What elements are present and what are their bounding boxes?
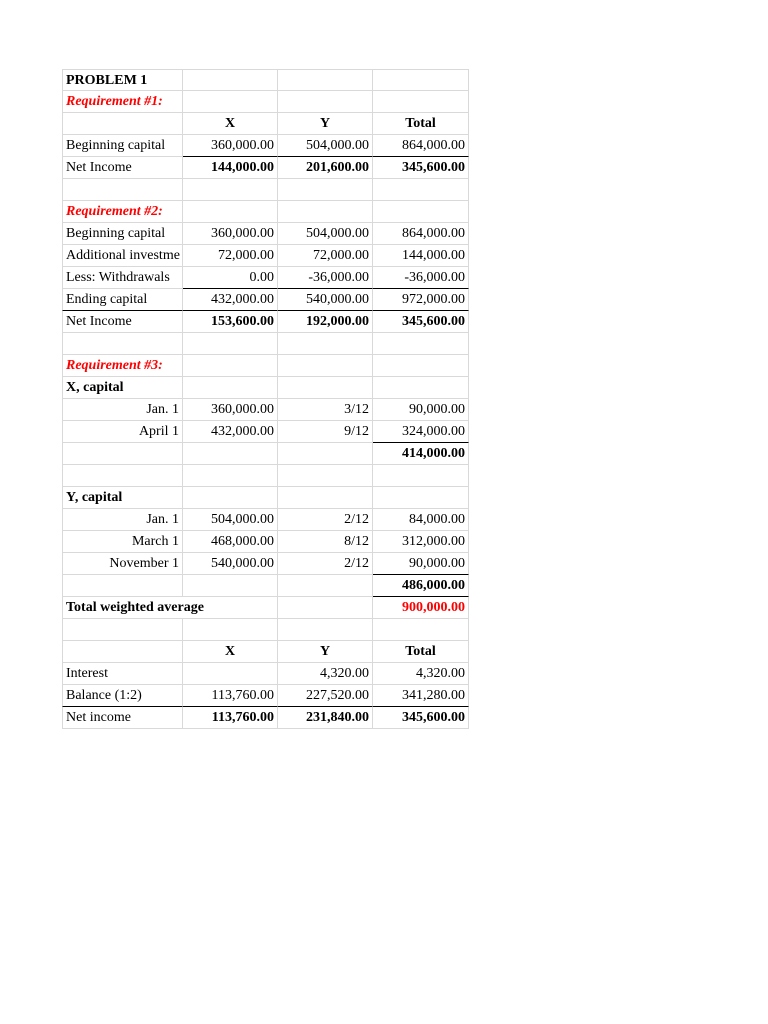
- table-row: Beginning capital 360,000.00 504,000.00 864,000.00: [62, 135, 469, 157]
- title-row: [62, 69, 469, 91]
- alloc-header-x[interactable]: X: [183, 641, 278, 663]
- y-capital-label[interactable]: Y, capital: [62, 487, 183, 509]
- header-total[interactable]: Total: [373, 113, 469, 135]
- table-row: Balance (1:2) 113,760.00 227,520.00 341,280.00: [62, 685, 469, 707]
- table-row: Beginning capital 360,000.00 504,000.00 864,000.00: [62, 223, 469, 245]
- total-weighted-row: [62, 597, 469, 619]
- alloc-header-total[interactable]: Total: [373, 641, 469, 663]
- req3-heading-row: [62, 355, 469, 377]
- y-capital-total-row: [62, 575, 469, 597]
- total-weighted-value[interactable]: 900,000.00: [373, 597, 469, 619]
- allocation-header-row: [62, 641, 469, 663]
- req2-heading-row: [62, 201, 469, 223]
- table-row: Additional investme 72,000.00 72,000.00 144,000.00: [62, 245, 469, 267]
- header-y[interactable]: Y: [278, 113, 373, 135]
- y-capital-total[interactable]: 486,000.00: [373, 575, 469, 597]
- x-capital-total-row: [62, 443, 469, 465]
- table-row: November 1 540,000.00 2/12 90,000.00: [62, 553, 469, 575]
- req1-heading-row: [62, 91, 469, 113]
- blank-row: [62, 179, 469, 201]
- table-row: Interest 4,320.00 4,320.00: [62, 663, 469, 685]
- table-row: Ending capital 432,000.00 540,000.00 972,000.00: [62, 289, 469, 311]
- blank-row: [62, 333, 469, 355]
- table-row: Net Income 153,600.00 192,000.00 345,600.00: [62, 311, 469, 333]
- x-capital-row: [62, 377, 469, 399]
- problem-title[interactable]: PROBLEM 1: [62, 69, 183, 91]
- table-row: March 1 468,000.00 8/12 312,000.00: [62, 531, 469, 553]
- total-weighted-label[interactable]: Total weighted average: [62, 597, 278, 619]
- blank-row: [62, 619, 469, 641]
- y-capital-row: [62, 487, 469, 509]
- req1-heading[interactable]: Requirement #1:: [62, 91, 183, 113]
- alloc-header-y[interactable]: Y: [278, 641, 373, 663]
- req3-heading[interactable]: Requirement #3:: [62, 355, 183, 377]
- table-row: Jan. 1 360,000.00 3/12 90,000.00: [62, 399, 469, 421]
- spreadsheet: [62, 69, 469, 729]
- table-row: Net income 113,760.00 231,840.00 345,600.00: [62, 707, 469, 729]
- table-row: April 1 432,000.00 9/12 324,000.00: [62, 421, 469, 443]
- blank-row: [62, 465, 469, 487]
- req2-heading[interactable]: Requirement #2:: [62, 201, 183, 223]
- req1-header-row: [62, 113, 469, 135]
- x-capital-label[interactable]: X, capital: [62, 377, 183, 399]
- table-row: Less: Withdrawals 0.00 -36,000.00 -36,000.00: [62, 267, 469, 289]
- table-row: Net Income 144,000.00 201,600.00 345,600.00: [62, 157, 469, 179]
- header-x[interactable]: X: [183, 113, 278, 135]
- x-capital-total[interactable]: 414,000.00: [373, 443, 469, 465]
- table-row: Jan. 1 504,000.00 2/12 84,000.00: [62, 509, 469, 531]
